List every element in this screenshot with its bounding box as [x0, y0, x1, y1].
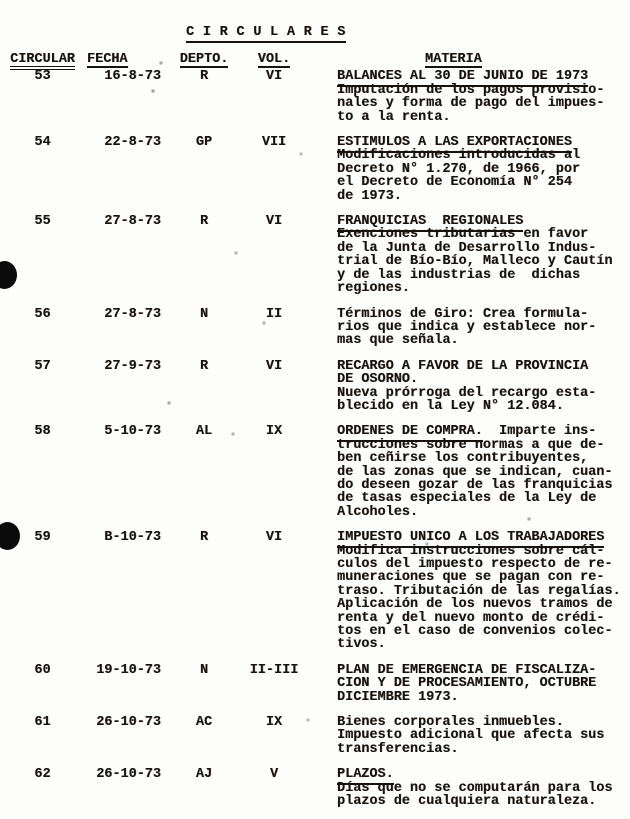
depto-value: R: [199, 530, 209, 546]
fecha-value: 26-10-73: [96, 715, 161, 731]
materia-text: Exenciones tributarias en favor: [337, 227, 589, 243]
materia-text: plazos de cualquiera naturaleza.: [337, 794, 597, 810]
materia-line: [337, 308, 630, 321]
materia-text: Alcoholes.: [337, 504, 419, 520]
header-cell-vol: [233, 53, 315, 68]
materia-line: [337, 282, 630, 295]
header-cell-circular: [0, 53, 85, 70]
materia-heading: FRANQUICIAS REGIONALES: [337, 214, 523, 232]
circular-row: [0, 664, 630, 704]
vol-value: IX: [265, 715, 283, 731]
materia-cell: [315, 768, 630, 808]
vol-value: VI: [265, 358, 283, 374]
materia-line: [337, 506, 630, 519]
vol-value: VII: [261, 135, 287, 151]
fecha-value: 27-8-73: [104, 214, 161, 230]
materia-line: [337, 255, 630, 268]
circular-row: [0, 425, 630, 519]
materia-line: [337, 373, 630, 386]
materia-text: regiones.: [337, 281, 410, 297]
materia-text: traso. Tributación de las regalías.: [337, 583, 621, 599]
circular-number: 57: [34, 358, 51, 374]
materia-line: [337, 269, 630, 282]
circular-row: [0, 70, 630, 124]
circular-number: 53: [34, 69, 51, 85]
materia-heading: PLAZOS.: [337, 767, 394, 785]
circular-row: [0, 768, 630, 808]
materia-line: [337, 782, 630, 795]
fecha-value: B-10-73: [104, 530, 161, 546]
vol-value: II-III: [249, 662, 299, 678]
materia-line: [337, 691, 630, 704]
depto-value: R: [199, 69, 209, 85]
materia-text: culos del impuesto respecto de re-: [337, 557, 613, 572]
materia-text: renta y del nuevo monto de crédi-: [337, 610, 605, 626]
materia-cell: [315, 136, 630, 203]
vol-value: VI: [265, 214, 283, 230]
materia-cell: [315, 215, 630, 295]
table-header-row: [0, 53, 630, 70]
materia-line: [337, 111, 630, 124]
fecha-value: 27-8-73: [104, 306, 161, 322]
materia-text: tivos.: [337, 637, 386, 653]
circular-row: [0, 215, 630, 295]
header-cell-fecha: [85, 53, 175, 68]
materia-text: CION Y DE PROCESAMIENTO, OCTUBRE: [337, 676, 597, 692]
vol-value: VI: [265, 69, 283, 85]
circular-number: 54: [34, 135, 51, 151]
materia-line: [337, 387, 630, 400]
depto-value: GP: [195, 135, 213, 151]
fecha-value: 5-10-73: [104, 424, 161, 440]
fecha-value: 19-10-73: [96, 662, 161, 678]
materia-text: Aplicación de los nuevos tramos de: [337, 597, 613, 613]
header-cell-materia: [315, 53, 630, 68]
column-header-circular: CIRCULAR: [10, 53, 75, 70]
fecha-value: 27-9-73: [104, 358, 161, 374]
materia-cell: [315, 360, 630, 414]
materia-text: Impuesto adicional que afecta sus: [337, 728, 605, 744]
materia-line: [337, 585, 630, 598]
materia-cell: [315, 70, 630, 124]
column-header-fecha: FECHA: [87, 52, 128, 67]
materia-line: [337, 625, 630, 638]
depto-value: R: [199, 358, 209, 374]
materia-text: Términos de Giro: Crea formula-: [337, 306, 589, 322]
materia-line: [337, 545, 630, 558]
materia-line: [337, 531, 630, 544]
column-header-vol: VOL.: [257, 52, 291, 67]
materia-text: do deseen gozar de las franquicias: [337, 477, 613, 493]
materia-line: [337, 795, 630, 808]
materia-line: [337, 729, 630, 742]
materia-text: el Decreto de Economía N° 254: [337, 175, 572, 191]
materia-text: Imparte ins-: [482, 424, 597, 440]
circulars-table-body: [0, 70, 630, 808]
fecha-value: 22-8-73: [104, 135, 161, 151]
materia-line: [337, 149, 630, 162]
materia-text: Imputación de los pagos provisio-: [337, 82, 605, 98]
circular-number: 55: [34, 214, 51, 230]
depto-value: AJ: [195, 767, 213, 783]
materia-text: de tasas especiales de la Ley de: [337, 491, 597, 507]
materia-line: [337, 425, 630, 438]
materia-line: [337, 400, 630, 413]
materia-line: [337, 612, 630, 625]
materia-line: [337, 571, 630, 584]
materia-text: tos en el caso de convenios colec-: [337, 624, 613, 640]
materia-cell: [315, 308, 630, 348]
vol-value: VI: [265, 530, 283, 546]
materia-text: trucciones sobre normas a que de-: [337, 437, 605, 453]
materia-cell: [315, 664, 630, 704]
materia-line: [337, 768, 630, 781]
materia-line: [337, 242, 630, 255]
materia-heading: BALANCES AL 30 DE JUNIO DE 1973: [337, 69, 588, 87]
materia-line: [337, 598, 630, 611]
circular-row: [0, 360, 630, 414]
materia-line: [337, 439, 630, 452]
scan-noise-specks: [0, 0, 2, 2]
fecha-value: 26-10-73: [96, 767, 161, 783]
materia-line: [337, 228, 630, 241]
materia-text: blecido en la Ley N° 12.084.: [337, 398, 564, 414]
header-cell-depto: [175, 53, 233, 68]
materia-text: transferencias.: [337, 741, 459, 757]
circular-number: 60: [34, 662, 51, 678]
materia-line: [337, 716, 630, 729]
materia-text: ben ceñirse los contribuyentes,: [337, 451, 589, 467]
materia-line: [337, 190, 630, 203]
materia-line: [337, 176, 630, 189]
materia-line: [337, 492, 630, 505]
materia-text: DICIEMBRE 1973.: [337, 689, 459, 705]
column-header-materia: MATERIA: [425, 52, 482, 67]
depto-value: N: [199, 306, 209, 322]
materia-line: [337, 558, 630, 571]
materia-line: [337, 97, 630, 110]
materia-text: nales y forma de pago del impues-: [337, 96, 605, 112]
materia-text: to a la renta.: [337, 109, 451, 125]
materia-text: RECARGO A FAVOR DE LA PROVINCIA: [337, 358, 589, 374]
materia-text: de 1973.: [337, 188, 402, 204]
materia-line: [337, 664, 630, 677]
materia-heading: ORDENES DE COMPRA.: [337, 424, 483, 442]
materia-cell: [315, 716, 630, 756]
materia-line: [337, 136, 630, 149]
materia-line: [337, 334, 630, 347]
circular-row: [0, 136, 630, 203]
materia-text: Días que no se computarán para los: [337, 780, 613, 796]
materia-line: [337, 638, 630, 651]
materia-text: rios que indica y establece nor-: [337, 319, 597, 335]
page-title: C I R C U L A R E S: [186, 26, 346, 43]
materia-cell: [315, 531, 630, 652]
circular-number: 56: [34, 306, 51, 322]
vol-value: II: [265, 306, 283, 322]
materia-text: de las zonas que se indican, cuan-: [337, 464, 613, 480]
column-header-depto: DEPTO.: [179, 52, 229, 67]
materia-line: [337, 466, 630, 479]
materia-text: Modificaciones introducidas al: [337, 148, 581, 164]
materia-line: [337, 84, 630, 97]
materia-line: [337, 360, 630, 373]
materia-text: Decreto N° 1.270, de 1966, por: [337, 161, 581, 177]
circular-number: 61: [34, 715, 51, 731]
materia-line: [337, 321, 630, 334]
materia-text: y de las industrias de dichas: [337, 267, 581, 283]
depto-value: N: [199, 662, 209, 678]
materia-text: mas que señala.: [337, 333, 459, 349]
circular-row: [0, 716, 630, 756]
materia-text: Nueva prórroga del recargo esta-: [337, 385, 597, 401]
depto-value: AL: [195, 424, 213, 440]
materia-text: de la Junta de Desarrollo Indus-: [337, 240, 597, 256]
materia-line: [337, 70, 630, 83]
materia-cell: [315, 425, 630, 519]
materia-line: [337, 215, 630, 228]
materia-heading: ESTIMULOS A LAS EXPORTACIONES: [337, 135, 572, 153]
circular-row: [0, 531, 630, 652]
vol-value: V: [269, 767, 279, 783]
fecha-value: 16-8-73: [104, 69, 161, 85]
materia-line: [337, 743, 630, 756]
circular-number: 59: [34, 530, 51, 546]
materia-text: Bienes corporales inmuebles.: [337, 715, 564, 731]
circular-row: [0, 308, 630, 348]
materia-heading: IMPUESTO UNICO A LOS TRABAJADORES: [337, 530, 604, 548]
materia-line: [337, 479, 630, 492]
materia-text: Modifica instrucciones sobre cál-: [337, 543, 605, 559]
depto-value: AC: [195, 715, 213, 731]
circular-number: 58: [34, 424, 51, 440]
vol-value: IX: [265, 424, 283, 440]
depto-value: R: [199, 214, 209, 230]
materia-text: muneraciones que se pagan con re-: [337, 570, 605, 586]
materia-text: trial de Bío-Bío, Malleco y Cautín: [337, 254, 613, 270]
materia-line: [337, 163, 630, 176]
materia-line: [337, 452, 630, 465]
materia-text: DE OSORNO.: [337, 372, 419, 388]
materia-line: [337, 677, 630, 690]
materia-text: PLAN DE EMERGENCIA DE FISCALIZA-: [337, 662, 597, 678]
circular-number: 62: [34, 767, 51, 783]
title-row: [0, 0, 630, 44]
